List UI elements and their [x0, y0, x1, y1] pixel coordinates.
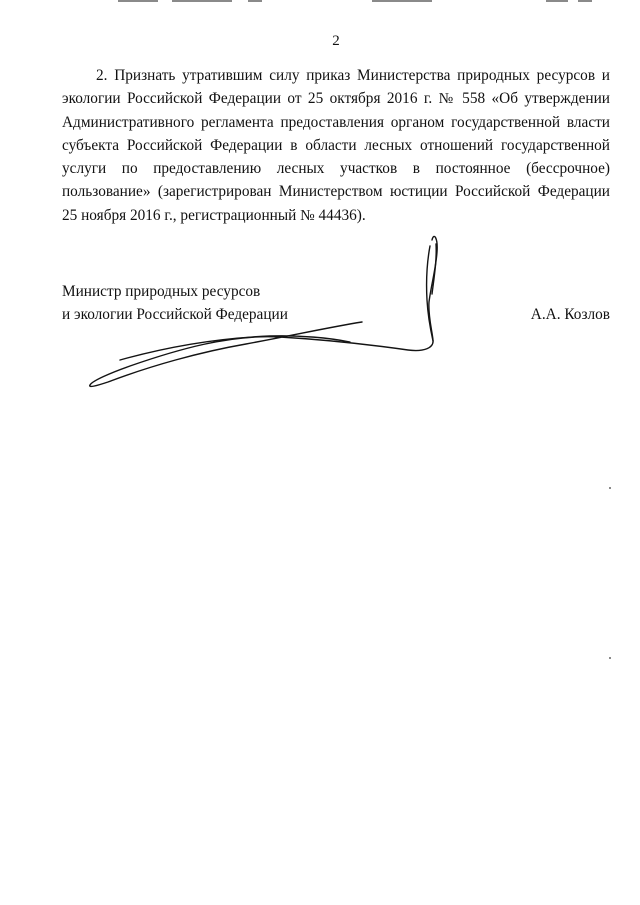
- signatory-title: [62, 280, 362, 327]
- scan-speck: [609, 487, 611, 489]
- scan-edge-mark: [172, 0, 232, 2]
- page-number: 2: [332, 33, 340, 49]
- scan-edge-mark: [546, 0, 568, 2]
- signatory-name: А.А. Козлов: [530, 306, 610, 323]
- scan-edge-mark: [578, 0, 592, 2]
- signatory-title-line-1: Министр природных ресурсов: [62, 283, 261, 300]
- scan-speck: [609, 657, 611, 659]
- paragraph-2: 2. Признать утратившим силу приказ Министерства природных ресурсов и экологии Российской Федерации от 25 октября 2016 г. № 558 «Об утверждении Административного регламента предоставления органом государственной власти субъекта Российской Федерации в области лесных отношений государственной услуги по предоставлению лесных участков в постоянное (бессрочное) пользование» (зарегистрирован Министерством юстиции Российской Федерации 25 ноября 2016 г., регистрационный № 44436).: [62, 67, 610, 224]
- signatory-title-line-2: и экологии Российской Федерации: [62, 306, 288, 324]
- scan-edge-mark: [118, 0, 158, 2]
- scan-edge-mark: [248, 0, 262, 2]
- scan-edge-mark: [372, 0, 432, 2]
